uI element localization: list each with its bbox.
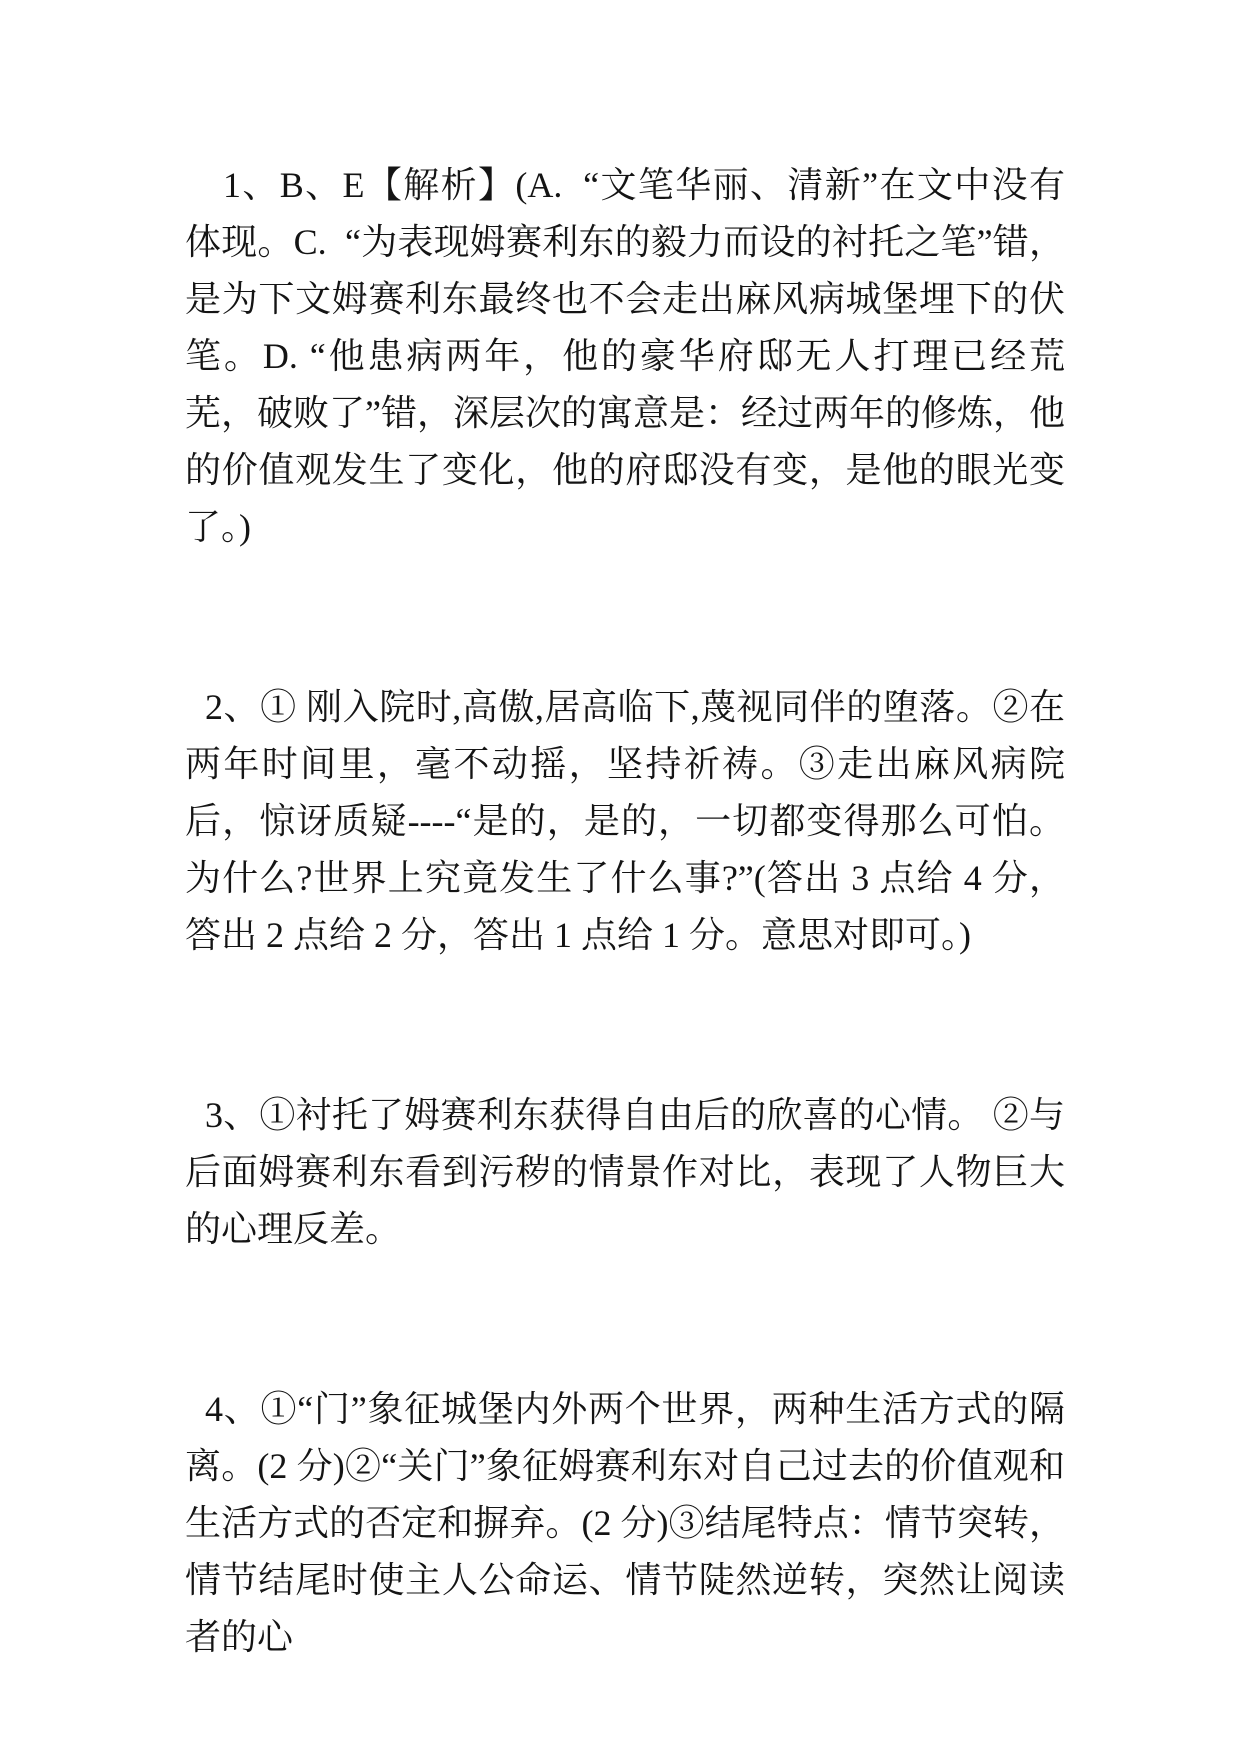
answer-paragraph-2: 2、① 刚入院时,高傲,居高临下,蔑视同伴的堕落。②在两年时间里，毫不动摇，坚持祈祷。③走出麻风病院后，惊讶质疑----“是的，是的，一切都变得那么可怕。为什么?世界上究竟发生了什么事?”(答出 3 点给 4 分，答出 2 点给 2 分，答出 1 点给 1 分。意思对即可。) [185, 687, 1065, 955]
answer-paragraph-4: 4、①“门”象征城堡内外两个世界，两种生活方式的隔离。(2 分)②“关门”象征姆赛利东对自己过去的价值观和生活方式的否定和摒弃。(2 分)③结尾特点：情节突转，情节结尾时使主人公命运、情节陡然逆转，突然让阅读者的心 [185, 1389, 1065, 1657]
answer-key-content [185, 157, 1065, 1666]
answer-paragraph-1: 1、B、E【解析】(A. “文笔华丽、清新”在文中没有体现。C. “为表现姆赛利东的毅力而设的衬托之笔”错，是为下文姆赛利东最终也不会走出麻风病城堡埋下的伏笔。D. “他患病两年，他的豪华府邸无人打理已经荒芜，破败了”错，深层次的寓意是：经过两年的修炼，他的价值观发生了变化，他的府邸没有变，是他的眼光变了。) [185, 165, 1065, 547]
answer-paragraph-3: 3、①衬托了姆赛利东获得自由后的欣喜的心情。 ②与后面姆赛利东看到污秽的情景作对比，表现了人物巨大的心理反差。 [185, 1095, 1065, 1249]
